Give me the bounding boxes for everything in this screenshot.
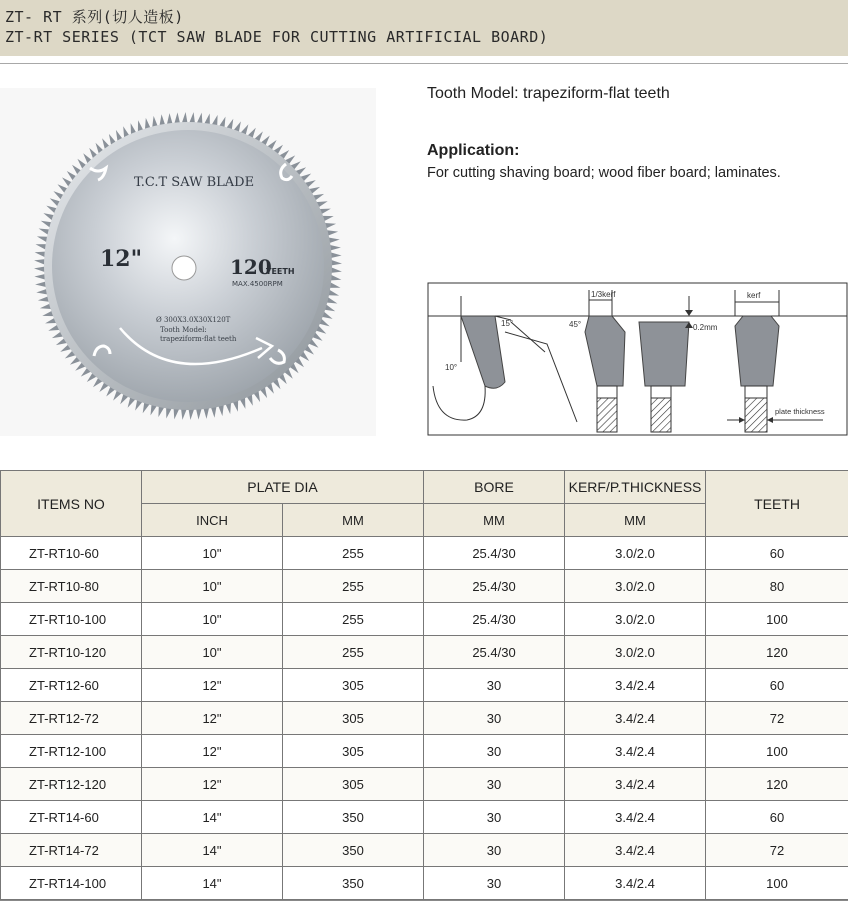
plate-inch: 14": [142, 834, 283, 867]
table-row: [1, 537, 848, 570]
header-kerf-unit: MM: [565, 504, 706, 537]
table-row: [1, 735, 848, 768]
plate-mm: 305: [283, 669, 424, 702]
bore-mm: 30: [424, 702, 565, 735]
chamfer-depth-label: 0.2mm: [693, 323, 718, 332]
kerf-thickness: 3.0/2.0: [565, 570, 706, 603]
plate-mm: 350: [283, 801, 424, 834]
bore-mm: 30: [424, 768, 565, 801]
plate-mm: 255: [283, 636, 424, 669]
kerf-thickness: 3.4/2.4: [565, 801, 706, 834]
flat-tooth: [639, 322, 689, 386]
item-no: ZT-RT10-100: [1, 603, 142, 636]
blade-spec-line: Ø 300X3.0X30X120T: [156, 316, 231, 324]
plate-inch: 12": [142, 735, 283, 768]
kerf-thickness: 3.4/2.4: [565, 735, 706, 768]
table-row: [1, 702, 848, 735]
teeth-count: 72: [706, 834, 848, 867]
bore-mm: 30: [424, 801, 565, 834]
kerf-thickness: 3.0/2.0: [565, 603, 706, 636]
angle-side-label: 10°: [445, 363, 458, 372]
teeth-count: 72: [706, 702, 848, 735]
plate-inch: 12": [142, 768, 283, 801]
blade-brand: T.C.T SAW BLADE: [134, 175, 255, 190]
angle-top-label: 15°: [501, 319, 514, 328]
header-plate-dia: PLATE DIA: [142, 471, 424, 504]
teeth-count: 100: [706, 867, 848, 900]
plate-mm: 255: [283, 537, 424, 570]
bore-mm: 30: [424, 669, 565, 702]
plate-mm: 255: [283, 570, 424, 603]
plate-inch: 14": [142, 801, 283, 834]
tooth-geometry-diagram: [427, 282, 848, 437]
item-no: ZT-RT14-72: [1, 834, 142, 867]
kerf-thickness: 3.0/2.0: [565, 636, 706, 669]
item-no: ZT-RT10-80: [1, 570, 142, 603]
item-no: ZT-RT12-120: [1, 768, 142, 801]
table-row: [1, 801, 848, 834]
kerf-thickness: 3.4/2.4: [565, 768, 706, 801]
teeth-count: 60: [706, 801, 848, 834]
kerf-thickness: 3.4/2.4: [565, 834, 706, 867]
tooth-neck: [651, 386, 671, 398]
kerf-label: kerf: [747, 291, 761, 300]
header-kerf: KERF/P.THICKNESS: [565, 471, 706, 504]
blade-max-rpm: MAX.4500RPM: [232, 280, 283, 288]
plate-mm: 350: [283, 834, 424, 867]
blade-size: 12": [100, 246, 143, 272]
item-no: ZT-RT12-100: [1, 735, 142, 768]
bore-mm: 30: [424, 735, 565, 768]
application-heading: Application:: [427, 142, 520, 159]
teeth-count: 60: [706, 537, 848, 570]
blade-model-value: trapeziform-flat teeth: [160, 335, 237, 343]
footer-divider: [0, 900, 848, 901]
bore-mm: 30: [424, 834, 565, 867]
arbor-hole: [172, 256, 196, 280]
table-row: [1, 603, 848, 636]
table-row: [1, 636, 848, 669]
plate-inch: 10": [142, 636, 283, 669]
header-bore-unit: MM: [424, 504, 565, 537]
plate-mm: 350: [283, 867, 424, 900]
kerf-thickness: 3.4/2.4: [565, 669, 706, 702]
item-no: ZT-RT14-100: [1, 867, 142, 900]
teeth-count: 80: [706, 570, 848, 603]
item-no: ZT-RT12-72: [1, 702, 142, 735]
table-row: [1, 867, 848, 900]
bore-mm: 25.4/30: [424, 636, 565, 669]
saw-blade-photo: [0, 88, 376, 436]
bore-mm: 30: [424, 867, 565, 900]
table-row: [1, 768, 848, 801]
kerf-third-label: 1/3kerf: [591, 290, 616, 299]
item-no: ZT-RT14-60: [1, 801, 142, 834]
tooth-neck: [745, 386, 767, 398]
bore-mm: 25.4/30: [424, 603, 565, 636]
teeth-count: 120: [706, 636, 848, 669]
page-header: [0, 0, 848, 56]
kerf-thickness: 3.0/2.0: [565, 537, 706, 570]
teeth-count: 100: [706, 735, 848, 768]
kerf-thickness: 3.4/2.4: [565, 702, 706, 735]
tooth-neck: [597, 386, 617, 398]
plate-inch: 12": [142, 669, 283, 702]
plate-section: [597, 398, 617, 432]
chamfer-angle-label: 45°: [569, 320, 582, 329]
application-text: For cutting shaving board; wood fiber board; laminates.: [427, 165, 781, 181]
plate-inch: 10": [142, 603, 283, 636]
header-mm: MM: [283, 504, 424, 537]
title-english: ZT-RT SERIES (TCT SAW BLADE FOR CUTTING ARTIFICIAL BOARD): [5, 28, 549, 46]
header-teeth: TEETH: [706, 471, 848, 537]
teeth-count: 100: [706, 603, 848, 636]
blade-teeth-count: 120: [230, 255, 272, 279]
blade-model-label: Tooth Model:: [160, 326, 207, 334]
plate-mm: 305: [283, 702, 424, 735]
plate-inch: 10": [142, 570, 283, 603]
bore-mm: 25.4/30: [424, 570, 565, 603]
table-row: [1, 834, 848, 867]
plate-section: [745, 398, 767, 432]
teeth-count: 120: [706, 768, 848, 801]
plate-thickness-label: plate thickness: [775, 407, 825, 416]
table-row: [1, 669, 848, 702]
plate-mm: 305: [283, 768, 424, 801]
title-chinese: ZT- RT 系列(切人造板): [5, 8, 184, 26]
plate-inch: 12": [142, 702, 283, 735]
plate-mm: 305: [283, 735, 424, 768]
plate-mm: 255: [283, 603, 424, 636]
spec-table: [0, 470, 848, 900]
header-divider: [0, 63, 848, 64]
header-inch: INCH: [142, 504, 283, 537]
header-bore: BORE: [424, 471, 565, 504]
kerf-tooth: [735, 316, 779, 386]
teeth-count: 60: [706, 669, 848, 702]
kerf-thickness: 3.4/2.4: [565, 867, 706, 900]
item-no: ZT-RT12-60: [1, 669, 142, 702]
item-no: ZT-RT10-120: [1, 636, 142, 669]
blade-teeth-unit: TEETH: [266, 267, 295, 276]
bore-mm: 25.4/30: [424, 537, 565, 570]
plate-inch: 10": [142, 537, 283, 570]
table-row: [1, 570, 848, 603]
plate-section: [651, 398, 671, 432]
item-no: ZT-RT10-60: [1, 537, 142, 570]
plate-inch: 14": [142, 867, 283, 900]
header-items-no: ITEMS NO: [1, 471, 142, 537]
tooth-model: Tooth Model: trapeziform-flat teeth: [427, 85, 670, 102]
